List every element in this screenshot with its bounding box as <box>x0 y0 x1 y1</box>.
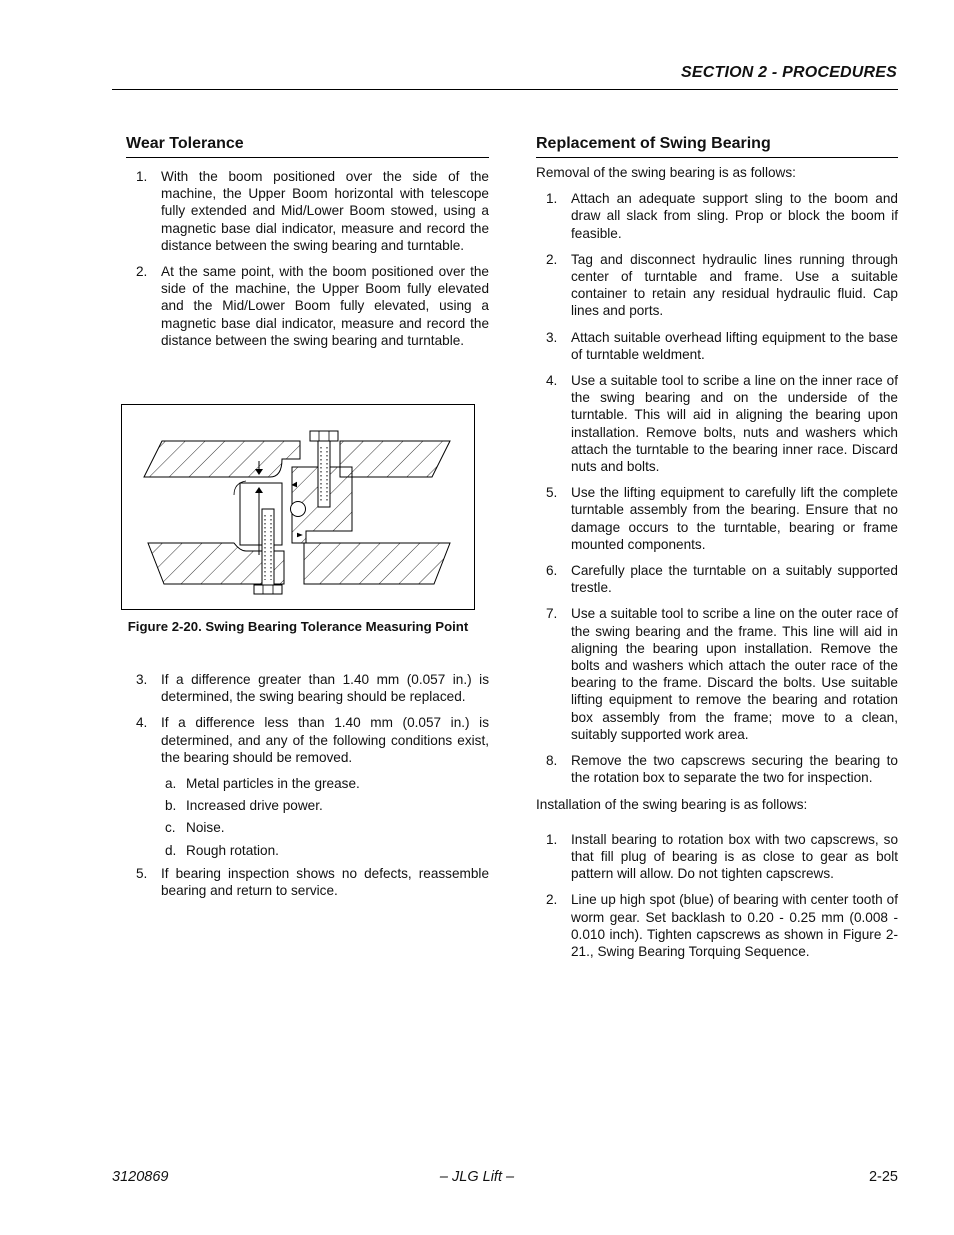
item-letter: d. <box>165 842 177 858</box>
item-text: Rough rotation. <box>186 842 279 858</box>
left-column-continued <box>126 671 489 908</box>
step-number: 1. <box>546 191 558 207</box>
step-text: Use a suitable tool to scribe a line on the inner race of the swing bearing and on the underside of the turntable. This will aid in aligning the bearing upon installation. Remove bolts, nuts and washers which attach the turntable to the bearing inner race. Discard nuts and bolts. <box>571 373 898 475</box>
header-rule <box>112 89 898 90</box>
footer-doc-number: 3120869 <box>112 1169 169 1185</box>
swing-bearing-diagram <box>122 405 473 608</box>
list-item <box>126 671 489 705</box>
list-item <box>536 251 898 320</box>
list-item <box>536 831 898 883</box>
replacement-heading: Replacement of Swing Bearing <box>536 134 898 158</box>
item-text: Noise. <box>186 820 225 836</box>
step-text: Install bearing to rotation box with two capscrews, so that fill plug of bearing is as close to gear as bolt pattern will allow. Do not tighten capscrews. <box>571 831 898 882</box>
wear-steps-list <box>126 168 489 349</box>
step-number: 1. <box>546 831 558 847</box>
list-item <box>536 190 898 242</box>
install-steps-list <box>536 831 898 960</box>
list-item <box>126 842 489 859</box>
list-item <box>126 263 489 349</box>
step-text: At the same point, with the boom positioned over the side of the machine, the Upper Boom fully elevated and the Mid/Lower Boom fully elevated, using a magnetic base dial indicator, measure and record the distance between the swing bearing and turntable. <box>161 264 489 348</box>
step-number: 5. <box>546 485 558 501</box>
figure-caption: Figure 2-20. Swing Bearing Tolerance Measuring Point <box>127 619 469 634</box>
step-number: 4. <box>546 373 558 389</box>
list-item <box>126 797 489 814</box>
conditions-list <box>126 775 489 859</box>
install-intro: Installation of the swing bearing is as follows: <box>536 796 808 812</box>
removal-steps-list <box>536 190 898 786</box>
step-text: Attach suitable overhead lifting equipment to the base of turntable weldment. <box>571 329 898 362</box>
item-letter: a. <box>165 776 177 792</box>
step-text: If a difference greater than 1.40 mm (0.057 in.) is determined, the swing bearing should be replaced. <box>161 672 489 705</box>
step-text: Use the lifting equipment to carefully lift the complete turntable assembly from the bearing. Ensure that no damage occurs to the turntable, bearing or frame mounted components. <box>571 485 898 552</box>
step-number: 3. <box>546 329 558 345</box>
wear-tolerance-heading: Wear Tolerance <box>126 134 489 158</box>
removal-intro: Removal of the swing bearing is as follows: <box>536 165 796 180</box>
step-text: Line up high spot (blue) of bearing with center tooth of worm gear. Set backlash to 0.20 - 0.25 mm (0.008 - 0.010 inch). Tighten capscrews as shown in Figure 2-21., Swing Bearing Torquing Sequence. <box>571 892 898 959</box>
step-number: 4. <box>136 715 148 731</box>
list-item <box>536 605 898 743</box>
wear-steps-list-continued <box>126 671 489 766</box>
step-number: 8. <box>546 753 558 769</box>
step-text: Attach an adequate support sling to the boom and draw all slack from sling. Prop or block the boom if feasible. <box>571 191 898 241</box>
step-text: If a difference less than 1.40 mm (0.057 in.) is determined, and any of the following conditions exist, the bearing should be removed. <box>161 715 489 765</box>
swing-bearing-figure <box>121 404 475 610</box>
step-text: Carefully place the turntable on a suitably supported trestle. <box>571 563 898 596</box>
step-number: 2. <box>136 264 148 280</box>
item-text: Metal particles in the grease. <box>186 776 360 792</box>
right-column <box>536 134 898 969</box>
step-text: Use a suitable tool to scribe a line on the outer race of the swing bearing and the frame. This line will aid in aligning the bearing upon installation. Remove the bolts and washers which attach the outer race of the bearing to the frame. Discard the bolts. Use suitable lifting equipment to remove the bearing and rotation box assembly from the frame; move to a clean, suitably supported work area. <box>571 606 898 742</box>
item-letter: b. <box>165 798 177 814</box>
list-item <box>536 562 898 596</box>
step-text: Tag and disconnect hydraulic lines running through center of turntable and frame. Use a suitable container to retain any residual hydraulic fluid. Cap lines and ports. <box>571 251 898 319</box>
step-text: If bearing inspection shows no defects, reassemble bearing and return to service. <box>161 865 489 899</box>
step-number: 3. <box>136 672 148 687</box>
step-number: 7. <box>546 606 558 622</box>
list-item <box>536 329 898 363</box>
list-item <box>126 819 489 836</box>
list-item <box>126 714 489 766</box>
list-item <box>126 865 489 899</box>
step-number: 6. <box>546 563 558 579</box>
list-item <box>126 168 489 254</box>
footer-publisher: – JLG Lift – <box>439 1169 515 1185</box>
list-item <box>536 891 898 960</box>
footer-page-number: 2-25 <box>868 1169 898 1185</box>
step-text: Remove the two capscrews securing the bearing to the rotation box to separate the two for inspection. <box>571 753 898 786</box>
item-letter: c. <box>165 820 176 836</box>
list-item <box>536 484 898 553</box>
list-item <box>126 775 489 792</box>
list-item <box>536 752 898 786</box>
wear-step-5 <box>126 865 489 899</box>
step-number: 2. <box>546 251 558 267</box>
step-number: 2. <box>546 892 558 908</box>
section-header: SECTION 2 - PROCEDURES <box>681 64 897 81</box>
step-number: 5. <box>136 865 148 881</box>
list-item <box>536 372 898 475</box>
step-text: With the boom positioned over the side of the machine, the Upper Boom horizontal with telescope fully extended and Mid/Lower Boom stowed, using a magnetic base dial indicator, measure and record the distance between the swing bearing and turntable. <box>161 169 489 253</box>
step-number: 1. <box>136 169 148 184</box>
item-text: Increased drive power. <box>186 798 323 814</box>
left-column <box>126 134 489 358</box>
